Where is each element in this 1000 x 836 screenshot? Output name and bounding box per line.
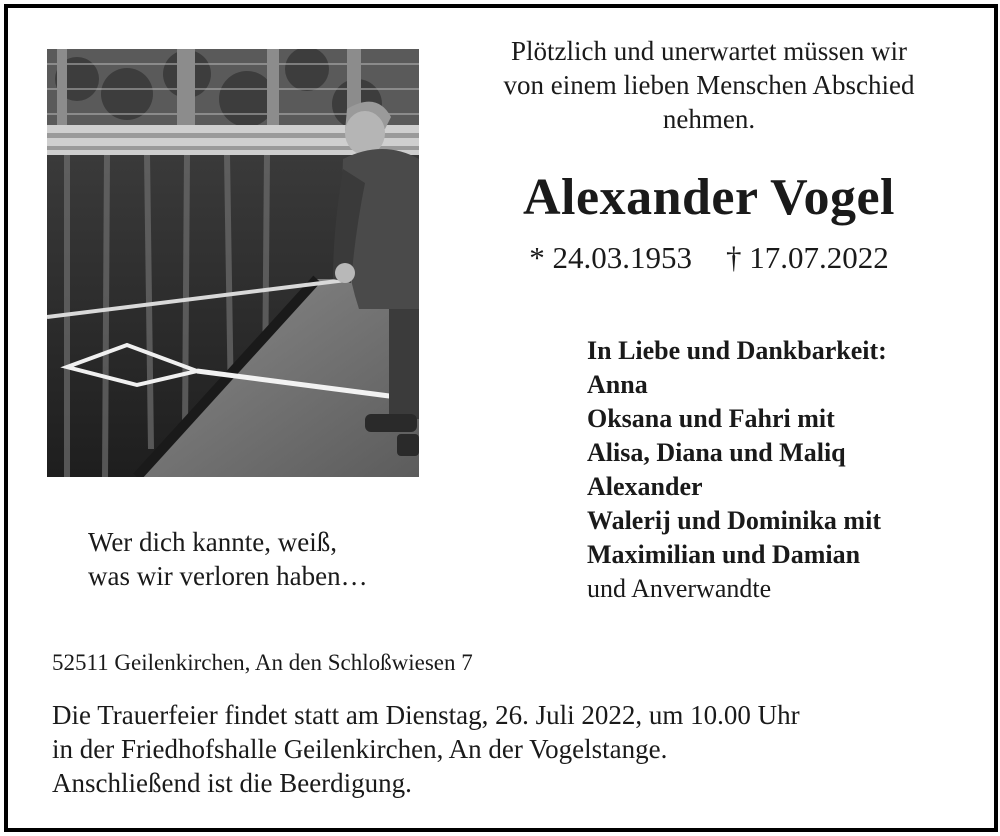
mourners-heading: In Liebe und Dankbarkeit: (587, 336, 887, 365)
mourner-name: Alisa, Diana und Maliq (587, 438, 846, 467)
mourner-name: Alexander (587, 472, 703, 501)
memorial-photo (47, 49, 419, 477)
mourner-name: Maximilian und Damian (587, 540, 861, 569)
intro-line: von einem lieben Menschen Abschied (503, 70, 915, 100)
memorial-quote (88, 525, 428, 593)
mourners-list (587, 334, 967, 606)
funeral-line: in der Friedhofshalle Geilenkirchen, An der Vogelstange. (52, 734, 668, 764)
mourner-name: Walerij und Dominika mit (587, 506, 881, 535)
family-address: 52511 Geilenkirchen, An den Schloßwiesen 7 (52, 650, 473, 675)
mourner-name: Anna (587, 370, 648, 399)
funeral-details (52, 698, 952, 800)
fisherman-photo-icon (47, 49, 419, 477)
mourners-closing: und Anverwandte (587, 574, 772, 603)
intro-line: nehmen. (662, 104, 756, 134)
life-dates (458, 238, 960, 278)
intro-text (458, 34, 960, 136)
mourner-name: Oksana und Fahri mit (587, 404, 835, 433)
quote-line: Wer dich kannte, weiß, (88, 527, 337, 557)
funeral-line: Die Trauerfeier findet statt am Dienstag, 26. Juli 2022, um 10.00 Uhr (52, 700, 800, 730)
deceased-name: Alexander Vogel (522, 169, 895, 226)
quote-line: was wir verloren haben… (88, 561, 368, 591)
funeral-line: Anschließend ist die Beerdigung. (52, 768, 412, 798)
intro-line: Plötzlich und unerwartet müssen wir (511, 36, 907, 66)
death-date: † 17.07.2022 (726, 240, 889, 275)
birth-date: * 24.03.1953 (529, 240, 692, 275)
